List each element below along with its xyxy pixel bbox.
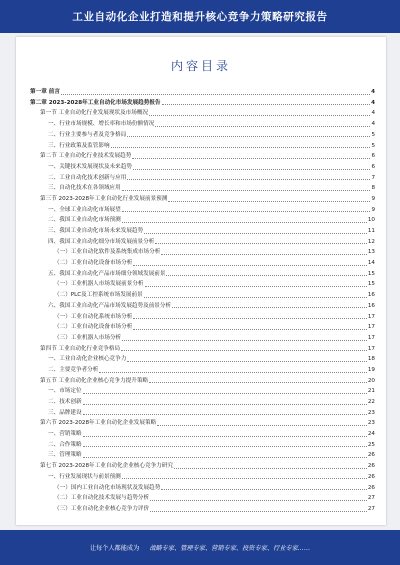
toc-page-number: 4	[371, 99, 375, 106]
toc-entry-text: 三、自动化技术在各领域应用	[48, 185, 121, 192]
toc-page-number: 8	[371, 185, 375, 192]
toc-leader-dots	[122, 211, 371, 212]
toc-leader-dots	[99, 372, 367, 373]
toc-page-number: 9	[371, 195, 375, 202]
toc-page-number: 26	[367, 473, 375, 480]
toc-entry[interactable]	[30, 106, 375, 117]
report-title: 工业自动化企业打造和提升核心竞争力策略研究报告	[72, 11, 328, 23]
toc-leader-dots	[133, 169, 371, 170]
toc-leader-dots	[61, 94, 370, 95]
toc-leader-dots	[122, 222, 367, 223]
toc-entry[interactable]	[30, 267, 375, 278]
toc-entry-text: 第七节 2023-2028年工业自动化企业核心竞争力研究	[40, 463, 173, 470]
toc-entry[interactable]	[30, 363, 375, 374]
toc-page-number: 27	[367, 495, 375, 502]
toc-entry-text: 第五节 工业自动化企业核心竞争力提升策略	[40, 377, 149, 384]
toc-page-number: 10	[367, 217, 375, 224]
toc-entry[interactable]	[30, 342, 375, 353]
toc-entry-text: 一、营销策略	[48, 431, 82, 438]
toc-entry-text: （一）工业自动化软件及系统集成市场分析	[54, 249, 161, 256]
toc-entry-text: 三、管理策略	[48, 452, 82, 459]
toc-entry[interactable]	[30, 85, 375, 96]
toc-entry-text: （一）工业自动化系统市场分析	[54, 313, 133, 320]
toc-leader-dots	[168, 201, 370, 202]
toc-page-number: 15	[367, 281, 375, 288]
toc-entry[interactable]	[30, 117, 375, 128]
toc-page-number: 13	[367, 249, 375, 256]
toc-page-number: 9	[371, 206, 375, 213]
toc-page-number: 4	[371, 110, 375, 117]
toc-leader-dots	[166, 275, 366, 276]
toc-leader-dots	[83, 414, 367, 415]
toc-leader-dots	[83, 457, 367, 458]
toc-entry-text: 一、市场定位	[48, 388, 82, 395]
footer-slogan: 让每个人都能成为	[89, 545, 140, 552]
toc-entry-text: 第一章 前言	[30, 89, 60, 96]
toc-leader-dots	[127, 136, 370, 137]
toc-entry-text: （二）工业自动化技术发展与趋势分析	[54, 495, 150, 502]
toc-leader-dots	[83, 393, 367, 394]
toc-entry-text: 第三节 2023-2028年工业自动化行业发展前景预测	[40, 195, 168, 202]
toc-entry[interactable]	[30, 384, 375, 395]
toc-entry-text: 三、我国工业自动化市场未来发展趋势	[48, 228, 144, 235]
toc-entry[interactable]	[30, 160, 375, 171]
toc-entry[interactable]	[30, 213, 375, 224]
toc-entry[interactable]	[30, 288, 375, 299]
toc-entry-text: （二）工业自动化设备市场分析	[54, 324, 133, 331]
toc-entry-text: 一、关键技术发展现状及未来趋势	[48, 163, 132, 170]
toc-page-number: 16	[367, 302, 375, 309]
toc-entry-text: （三）工业机器人市场分析	[54, 334, 122, 341]
toc-page-number: 15	[367, 270, 375, 277]
toc-page-number: 24	[367, 431, 375, 438]
table-of-contents	[30, 85, 375, 513]
toc-leader-dots	[121, 350, 367, 351]
document-page	[16, 37, 386, 525]
toc-entry[interactable]	[30, 128, 375, 139]
toc-leader-dots	[122, 340, 367, 341]
toc-page-number: 17	[367, 324, 375, 331]
toc-page-number: 23	[367, 420, 375, 427]
toc-entry[interactable]	[30, 406, 375, 417]
toc-entry-text: 二、工业自动化技术创新与应用	[48, 174, 127, 181]
toc-entry[interactable]	[30, 320, 375, 331]
toc-leader-dots	[155, 243, 367, 244]
toc-entry[interactable]	[30, 203, 375, 214]
toc-leader-dots	[145, 286, 367, 287]
toc-entry-text: 一、全球工业自动化市场展望	[48, 206, 121, 213]
toc-entry[interactable]	[30, 138, 375, 149]
toc-entry[interactable]	[30, 96, 375, 107]
toc-entry-text: 一、行业市场规模、增长率和市场份额情况	[48, 121, 155, 128]
toc-entry-text: 四、我国工业自动化细分市场发展前景分析	[48, 238, 155, 245]
toc-page-number: 5	[371, 142, 375, 149]
toc-leader-dots	[161, 254, 367, 255]
toc-leader-dots	[150, 511, 367, 512]
toc-leader-dots	[133, 265, 367, 266]
toc-page-number: 27	[367, 505, 375, 512]
toc-page-number: 21	[367, 388, 375, 395]
toc-entry[interactable]	[30, 309, 375, 320]
toc-page-number: 19	[367, 366, 375, 373]
toc-entry[interactable]	[30, 331, 375, 342]
toc-entry-text: 第一节 工业自动化行业发展现状及市场概况	[40, 110, 149, 117]
toc-entry-text: 二、技术创新	[48, 399, 82, 406]
toc-page-number: 26	[367, 484, 375, 491]
toc-page-number: 4	[371, 121, 375, 128]
toc-page-number: 12	[367, 238, 375, 245]
toc-entry[interactable]	[30, 502, 375, 513]
toc-entry-text: 第四节 工业自动化行业竞争格局	[40, 345, 121, 352]
toc-entry-text: （一）国内工业自动化市场现状及发展趋势	[54, 484, 161, 491]
toc-leader-dots	[133, 318, 367, 319]
toc-entry[interactable]	[30, 149, 375, 160]
toc-page-number: 17	[367, 334, 375, 341]
toc-leader-dots	[83, 404, 367, 405]
toc-entry[interactable]	[30, 470, 375, 481]
toc-entry[interactable]	[30, 224, 375, 235]
toc-page-number: 6	[371, 163, 375, 170]
toc-page-number: 18	[367, 356, 375, 363]
toc-leader-dots	[172, 307, 367, 308]
toc-entry-text: 六、我国工业自动化产品市场发展趋势及前景分析	[48, 302, 172, 309]
toc-page-number: 17	[367, 345, 375, 352]
toc-entry-text: 第二节 工业自动化行业技术发展趋势	[40, 153, 132, 160]
toc-entry-text: （二）PLC及工控系统市场发展前景	[54, 292, 143, 299]
toc-entry-text: 五、我国工业自动化产品市场细分领域发展前景	[48, 270, 166, 277]
toc-page-number: 4	[371, 89, 375, 96]
toc-page-number: 20	[367, 377, 375, 384]
toc-entry-text: 二、我国工业自动化市场预测	[48, 217, 121, 224]
toc-leader-dots	[83, 446, 367, 447]
toc-page-number: 22	[367, 399, 375, 406]
toc-leader-dots	[111, 147, 371, 148]
toc-entry[interactable]	[30, 277, 375, 288]
toc-entry[interactable]	[30, 459, 375, 470]
toc-page-number: 25	[367, 441, 375, 448]
toc-entry-text: 三、行业政策及监管影响	[48, 142, 110, 149]
toc-leader-dots	[157, 425, 367, 426]
toc-page-number: 11	[367, 228, 375, 235]
toc-entry[interactable]	[30, 352, 375, 363]
toc-leader-dots	[155, 126, 370, 127]
toc-entry-text: （三）工业自动化企业核心竞争力评价	[54, 505, 150, 512]
toc-entry[interactable]	[30, 427, 375, 438]
toc-entry[interactable]	[30, 395, 375, 406]
toc-entry[interactable]	[30, 416, 375, 427]
toc-leader-dots	[150, 500, 367, 501]
toc-entry-text: 二、行业主要参与者及竞争格局	[48, 131, 127, 138]
toc-entry-text: 二、主要竞争者分析	[48, 366, 99, 373]
toc-leader-dots	[127, 361, 367, 362]
toc-page-number: 23	[367, 409, 375, 416]
toc-entry[interactable]	[30, 438, 375, 449]
toc-entry[interactable]	[30, 181, 375, 192]
toc-entry[interactable]	[30, 256, 375, 267]
footer-banner	[0, 530, 400, 565]
toc-entry-text: 一、工业自动化企业核心竞争力	[48, 356, 127, 363]
toc-entry-text: 三、品牌建设	[48, 409, 82, 416]
toc-entry-text: 第二章 2023-2028年工业自动化市场发展趋势报告	[30, 99, 161, 106]
toc-page-number: 26	[367, 452, 375, 459]
toc-page-number: 16	[367, 292, 375, 299]
toc-leader-dots	[127, 179, 370, 180]
toc-entry[interactable]	[30, 245, 375, 256]
toc-page-number: 26	[367, 463, 375, 470]
toc-entry[interactable]	[30, 171, 375, 182]
toc-entry-text: 二、合作策略	[48, 441, 82, 448]
footer-tags: 战略专家、管理专家、营销专家、投资专家、行业专家……	[149, 545, 311, 552]
toc-entry[interactable]	[30, 491, 375, 502]
toc-leader-dots	[122, 190, 371, 191]
toc-leader-dots	[83, 436, 367, 437]
toc-entry[interactable]	[30, 448, 375, 459]
toc-heading: 内容目录	[170, 59, 231, 73]
toc-entry[interactable]	[30, 235, 375, 246]
toc-leader-dots	[149, 115, 370, 116]
toc-page-number: 17	[367, 313, 375, 320]
toc-entry-text: （一）工业机器人市场发展前景分析	[54, 281, 144, 288]
toc-entry[interactable]	[30, 299, 375, 310]
toc-entry-text: 一、行业发展现状与前景预测	[48, 473, 121, 480]
toc-leader-dots	[174, 468, 367, 469]
toc-leader-dots	[133, 329, 367, 330]
toc-page-number: 14	[367, 260, 375, 267]
toc-entry[interactable]	[30, 374, 375, 385]
toc-entry[interactable]	[30, 192, 375, 203]
toc-leader-dots	[122, 478, 367, 479]
toc-entry[interactable]	[30, 480, 375, 491]
toc-leader-dots	[161, 489, 367, 490]
report-header-banner	[0, 0, 400, 33]
toc-leader-dots	[144, 297, 367, 298]
toc-page-number: 5	[371, 131, 375, 138]
toc-entry-text: （二）工业自动化设备市场分析	[54, 260, 133, 267]
toc-entry-text: 第六节 2023-2028年工业自动化企业发展策略	[40, 420, 157, 427]
toc-leader-dots	[149, 382, 367, 383]
toc-page-number: 7	[371, 174, 375, 181]
toc-leader-dots	[144, 233, 367, 234]
toc-page-number: 6	[371, 153, 375, 160]
toc-leader-dots	[132, 158, 370, 159]
toc-leader-dots	[162, 104, 371, 105]
